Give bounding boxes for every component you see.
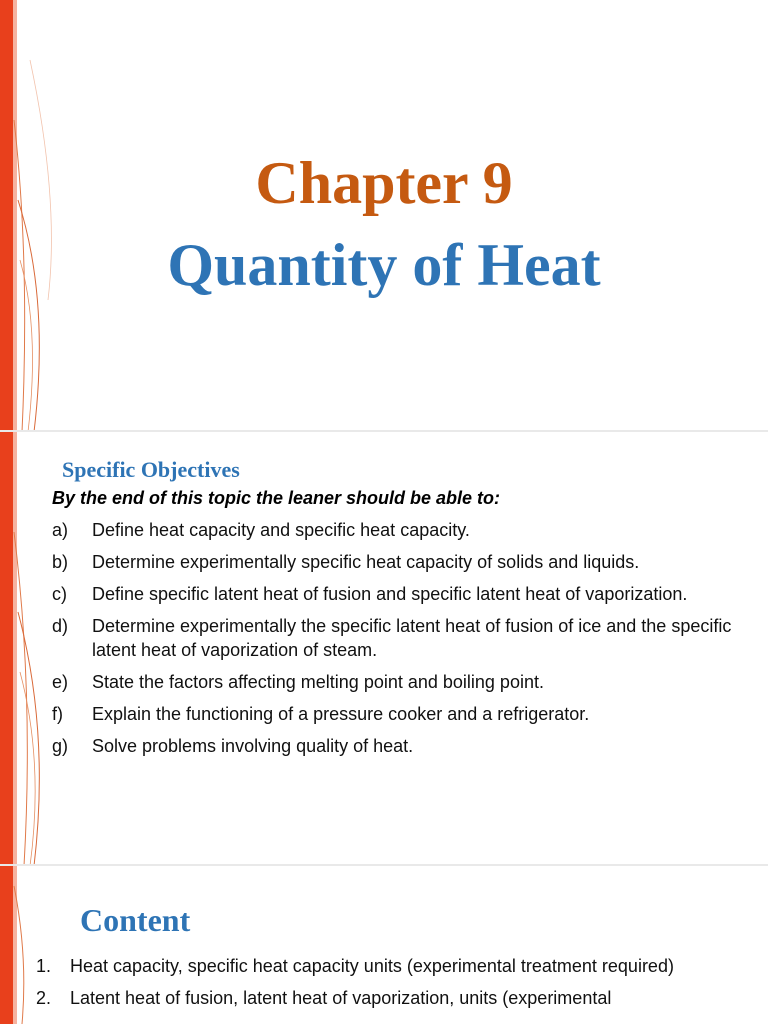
objectives-intro: By the end of this topic the leaner should be able to: bbox=[52, 488, 501, 508]
item-label: f) bbox=[52, 704, 63, 724]
list-item bbox=[52, 734, 742, 758]
item-text: State the factors affecting melting point and boiling point. bbox=[92, 672, 544, 692]
objectives-heading: Specific Objectives bbox=[62, 457, 240, 482]
item-number: 1. bbox=[36, 956, 52, 976]
item-label: g) bbox=[52, 736, 69, 756]
item-text: Explain the functioning of a pressure cooker and a refrigerator. bbox=[92, 704, 590, 724]
item-text: Define heat capacity and specific heat capacity. bbox=[92, 520, 470, 540]
list-item bbox=[52, 550, 742, 574]
item-label: c) bbox=[52, 584, 67, 604]
list-item bbox=[52, 518, 742, 542]
item-label: e) bbox=[52, 672, 69, 692]
list-item bbox=[36, 986, 736, 1010]
list-item bbox=[52, 582, 742, 606]
list-item bbox=[52, 614, 742, 662]
item-text: Latent heat of fusion, latent heat of vaporization, units (experimental bbox=[70, 988, 612, 1008]
item-label: d) bbox=[52, 616, 69, 636]
content-list bbox=[36, 954, 736, 1018]
slide-decoration bbox=[0, 432, 60, 866]
chapter-subtitle: Quantity of Heat bbox=[167, 232, 601, 298]
slide-title bbox=[0, 0, 768, 432]
chapter-title: Chapter 9 bbox=[255, 150, 513, 216]
list-item bbox=[52, 670, 742, 694]
item-label: a) bbox=[52, 520, 69, 540]
item-number: 2. bbox=[36, 988, 52, 1008]
item-text: Solve problems involving quality of heat. bbox=[92, 736, 414, 756]
item-text: Define specific latent heat of fusion and specific latent heat of vaporization. bbox=[92, 584, 688, 604]
list-item bbox=[52, 702, 742, 726]
slide-content bbox=[0, 866, 768, 1024]
item-text: Determine experimentally specific heat capacity of solids and liquids. bbox=[92, 552, 640, 572]
content-heading: Content bbox=[80, 902, 191, 938]
slide-decoration bbox=[0, 0, 60, 432]
item-text: Heat capacity, specific heat capacity units (experimental treatment required) bbox=[70, 956, 674, 976]
slide-objectives bbox=[0, 432, 768, 866]
objectives-list bbox=[52, 518, 742, 766]
item-text: Determine experimentally the specific latent heat of fusion of ice and the specific latent heat of vaporization of steam. bbox=[92, 616, 732, 660]
item-label: b) bbox=[52, 552, 69, 572]
list-item bbox=[36, 954, 736, 978]
